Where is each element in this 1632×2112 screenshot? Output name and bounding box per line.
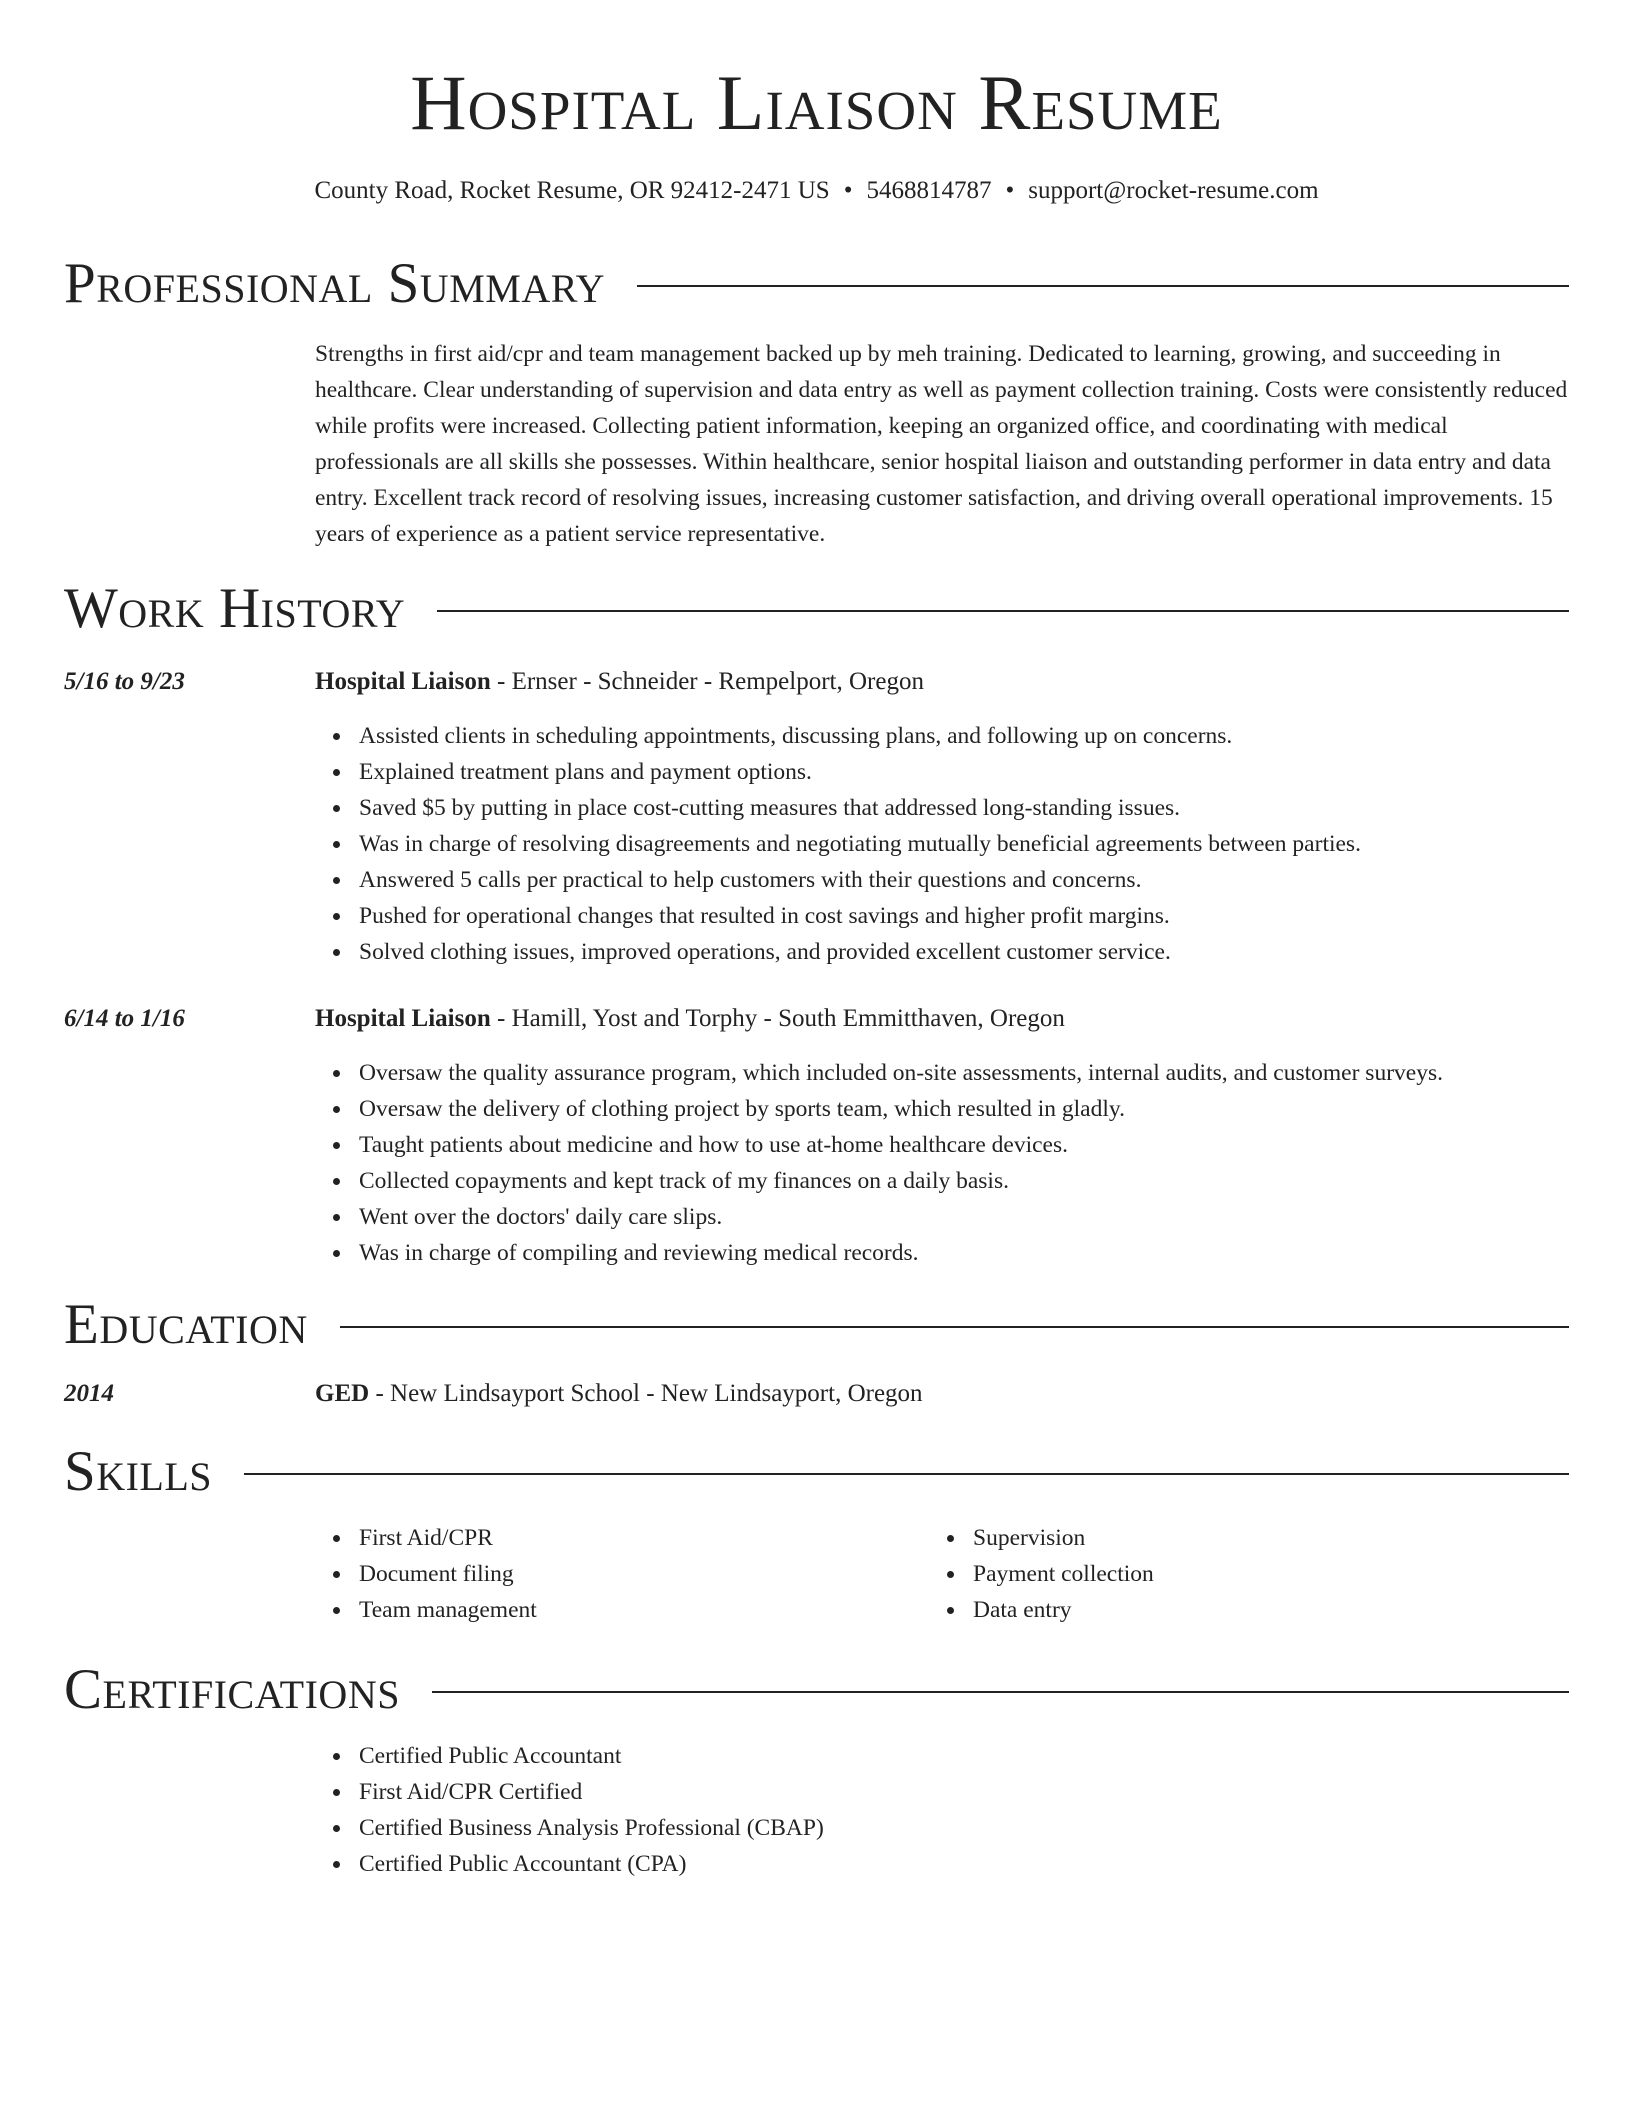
list-item: First Aid/CPR Certified [359,1774,824,1810]
list-item: Document filing [359,1556,537,1592]
list-item: Supervision [973,1520,1154,1556]
list-item: First Aid/CPR [359,1520,537,1556]
list-item: Pushed for operational changes that resulted in cost savings and higher profit margins. [359,898,1361,934]
education-line [315,1377,923,1411]
section-title: Professional Summary [64,252,606,315]
education-year: 2014 [64,1380,114,1407]
email: support@rocket-resume.com [1028,177,1319,204]
section-title: Certifications [64,1658,400,1721]
job-bullets [315,1055,1443,1271]
list-item: Team management [359,1592,537,1628]
work-history-section-header [64,577,1569,641]
summary-text: Strengths in first aid/cpr and team management backed up by meh training. Dedicated to learning, growing, and succeeding in healthcare. Clear understanding of supervision and data entry as well as payment collection training. Costs were consistently reduced while profits were increased. Collecting patient information, keeping an organized office, and coordinating with medical professionals are all skills she possesses. Within healthcare, senior hospital liaison and outstanding performer in data entry and data entry. Excellent track record of resolving issues, increasing customer satisfaction, and driving overall operational improvements. 15 years of experience as a patient service representative. [315,341,1568,547]
list-item: Payment collection [973,1556,1154,1592]
job-dates: 5/16 to 9/23 [64,668,185,695]
certifications-list [315,1738,824,1882]
list-item: Oversaw the delivery of clothing project by sports team, which resulted in gladly. [359,1091,1443,1127]
job-bullets [315,718,1361,970]
phone: 5468814787 [866,177,992,204]
list-item: Certified Public Accountant (CPA) [359,1846,824,1882]
list-item: Was in charge of compiling and reviewing medical records. [359,1235,1443,1271]
list-item: Collected copayments and kept track of my finances on a daily basis. [359,1163,1443,1199]
section-rule [637,285,1569,287]
job-heading [315,665,924,699]
job-dates: 6/14 to 1/16 [64,1005,185,1032]
list-item: Assisted clients in scheduling appointments, discussing plans, and following up on concerns. [359,718,1361,754]
contact-separator: • [843,177,853,204]
skills-list-left [315,1520,537,1628]
list-item: Certified Public Accountant [359,1738,824,1774]
section-rule [432,1691,1569,1693]
list-item: Went over the doctors' daily care slips. [359,1199,1443,1235]
section-rule [437,610,1569,612]
job-title: Hospital Liaison [315,1005,491,1032]
list-item: Solved clothing issues, improved operations, and provided excellent customer service. [359,934,1361,970]
resume-title: Hospital Liaison Resume [410,59,1223,146]
contact-separator: • [1005,177,1015,204]
address: County Road, Rocket Resume, OR 92412-2471 US [314,177,830,204]
job-title: Hospital Liaison [315,668,491,695]
section-title: Work History [64,577,406,640]
section-rule [244,1473,1569,1475]
section-title: Skills [64,1440,213,1503]
job-details: - Hamill, Yost and Torphy - South Emmitthaven, Oregon [490,1005,1065,1032]
education-section-header [64,1293,1569,1357]
job-details: - Ernser - Schneider - Rempelport, Oregon [490,668,924,695]
school-details: - New Lindsayport School - New Lindsayport, Oregon [369,1380,923,1407]
list-item: Answered 5 calls per practical to help customers with their questions and concerns. [359,862,1361,898]
certifications-section-header [64,1658,1569,1722]
summary-section-header [64,252,1569,316]
section-title: Education [64,1293,308,1356]
skills-list-right [929,1520,1154,1628]
job-heading [315,1002,1065,1036]
list-item: Was in charge of resolving disagreements and negotiating mutually beneficial agreements between parties. [359,826,1361,862]
list-item: Data entry [973,1592,1154,1628]
section-rule [340,1326,1569,1328]
list-item: Saved $5 by putting in place cost-cutting measures that addressed long-standing issues. [359,790,1361,826]
list-item: Certified Business Analysis Professional (CBAP) [359,1810,824,1846]
degree: GED [315,1380,370,1407]
skills-section-header [64,1440,1569,1504]
list-item: Explained treatment plans and payment options. [359,754,1361,790]
list-item: Taught patients about medicine and how to use at-home healthcare devices. [359,1127,1443,1163]
contact-line [64,174,1569,208]
list-item: Oversaw the quality assurance program, which included on-site assessments, internal audits, and customer surveys. [359,1055,1443,1091]
